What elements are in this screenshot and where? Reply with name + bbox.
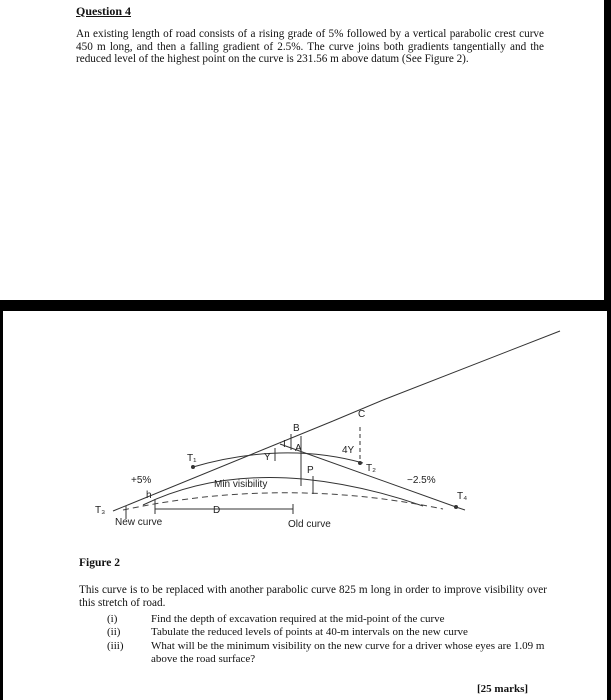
- label-falling-grade: −2.5%: [407, 475, 436, 486]
- label-h: h: [146, 490, 152, 501]
- label-t1: T₁: [187, 453, 197, 464]
- t1-point: [191, 465, 195, 469]
- figure-2-diagram: [3, 311, 607, 551]
- t2-point: [358, 461, 362, 465]
- rising-tangent-far-line: [383, 331, 560, 400]
- task-text: Tabulate the reduced levels of points at 40-m intervals on the new curve: [151, 626, 468, 639]
- question-heading: Question 4: [76, 4, 132, 18]
- task-number: (iii): [107, 639, 124, 652]
- label-old-curve: Old curve: [288, 519, 331, 530]
- label-y: Y: [264, 452, 271, 463]
- label-p: P: [307, 465, 314, 476]
- figure-title: Figure 2: [79, 557, 120, 569]
- task-number: (ii): [107, 626, 121, 639]
- label-b: B: [293, 423, 300, 434]
- label-new-curve: New curve: [115, 517, 163, 528]
- label-t4: T₄: [457, 491, 468, 502]
- task-number: (i): [107, 613, 118, 625]
- label-rising-grade: +5%: [131, 475, 152, 486]
- label-i: I: [283, 439, 286, 450]
- task-text: What will be the minimum visibility on the new curve for a driver whose eyes are 1.09 m above the road surface?: [151, 639, 545, 666]
- task-text: Find the depth of excavation required at the mid-point of the curve: [151, 613, 445, 625]
- replacement-paragraph: This curve is to be replaced with another parabolic curve 825 m long in order to improve visibility over this stretch of road.: [79, 584, 547, 609]
- task-item: [107, 613, 547, 626]
- new-curve-arc: [123, 493, 443, 510]
- label-min-visibility: Min visibility: [214, 479, 268, 490]
- label-a: A: [295, 443, 302, 454]
- task-item: [107, 626, 547, 639]
- label-c: C: [358, 409, 366, 420]
- task-item: [107, 640, 547, 667]
- marks-label: [25 marks]: [477, 683, 529, 695]
- t4-point: [454, 505, 458, 509]
- page-top: [0, 0, 604, 300]
- label-d: D: [213, 505, 221, 516]
- label-t2: T₂: [366, 463, 376, 474]
- page-bottom: [3, 311, 607, 700]
- label-t3: T₃: [95, 505, 106, 516]
- question-paragraph: An existing length of road consists of a rising grade of 5% followed by a vertical parabolic crest curve 450 m long, and then a falling gradient of 2.5%. The curve joins both gradients tangentially and the reduced level of the highest point on the curve is 231.56 m above datum (See Figure 2).: [76, 28, 544, 66]
- task-list: [107, 613, 547, 667]
- label-4y: 4Y: [342, 445, 355, 456]
